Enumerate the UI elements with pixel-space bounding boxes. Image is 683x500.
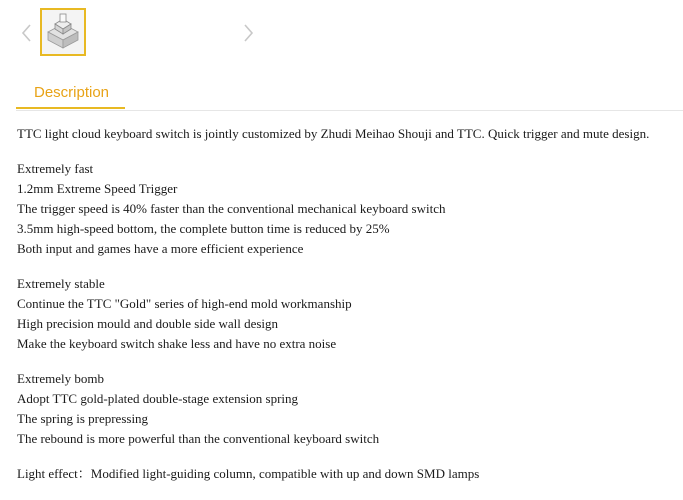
section-line: Both input and games have a more efficient experience bbox=[17, 241, 304, 256]
intro-text: TTC light cloud keyboard switch is jointly customized by Zhudi Meihao Shouji and TTC. Quick trigger and mute design. bbox=[17, 126, 650, 141]
section-title-bomb: Extremely bomb bbox=[17, 371, 105, 386]
section-line: The trigger speed is 40% faster than the conventional mechanical keyboard switch bbox=[17, 201, 446, 216]
tab-bar bbox=[16, 80, 683, 111]
section-line: The rebound is more powerful than the conventional keyboard switch bbox=[17, 431, 380, 446]
tab-description[interactable]: Description bbox=[16, 80, 125, 109]
section-title-fast: Extremely fast bbox=[17, 161, 94, 176]
keyboard-switch-icon bbox=[42, 10, 84, 54]
section-line: High precision mould and double side wall design bbox=[17, 316, 279, 331]
section-line: 1.2mm Extreme Speed Trigger bbox=[17, 181, 178, 196]
section-line: Adopt TTC gold-plated double-stage extension spring bbox=[17, 391, 299, 406]
section-line: Make the keyboard switch shake less and have no extra noise bbox=[17, 336, 337, 351]
description-content bbox=[17, 124, 677, 484]
product-thumbnail[interactable] bbox=[40, 8, 86, 56]
section-line: 3.5mm high-speed bottom, the complete button time is reduced by 25% bbox=[17, 221, 390, 236]
section-line: The spring is prepressing bbox=[17, 411, 149, 426]
thumbnail-gallery bbox=[0, 0, 683, 70]
chevron-right-icon[interactable] bbox=[242, 22, 256, 44]
section-title-stable: Extremely stable bbox=[17, 276, 105, 291]
chevron-left-icon[interactable] bbox=[19, 22, 33, 44]
light-effect-text: Light effect：Modified light-guiding column, compatible with up and down SMD lamps bbox=[17, 466, 480, 481]
section-line: Continue the TTC "Gold" series of high-end mold workmanship bbox=[17, 296, 352, 311]
